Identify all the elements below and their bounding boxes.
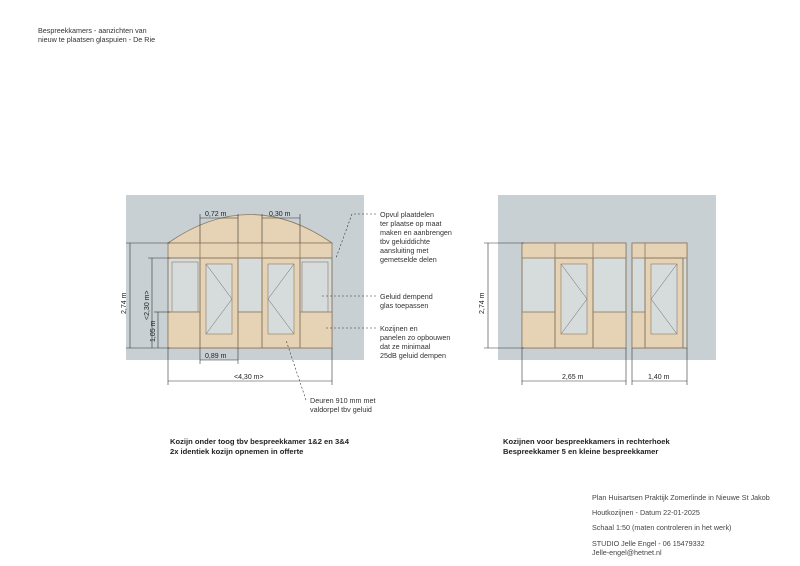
dim-height-total: 2,74 m [121, 292, 128, 314]
dim-right-height: 2,74 m [479, 292, 486, 314]
left-transom [168, 243, 332, 258]
dim-width-total: <4,30 m> [234, 374, 264, 381]
left-side-panel-2 [300, 312, 332, 348]
dim-door-width: 0,89 m [205, 353, 227, 360]
dim-height-panel: 1,05 m [150, 320, 157, 342]
note-opvul: Opvul plaatdelen ter plaatse op maat maken en aanbrengen tbv geluiddichte aansluiting met gemetselde delen [380, 210, 452, 264]
title-email: Jelle-engel@hetnet.nl [592, 548, 662, 557]
caption-right: Kozijnen voor bespreekkamers in rechterhoek Bespreekkamer 5 en kleine bespreekkamer [503, 437, 670, 456]
caption-left: Kozijn onder toog tbv bespreekkamer 1&2 en 3&4 2x identiek kozijn opnemen in offerte [170, 437, 349, 456]
title-subject: Houtkozijnen - Datum 22-01-2025 [592, 508, 700, 517]
title-studio: STUDIO Jelle Engel - 06 15479332 [592, 539, 705, 548]
dim-top-right: 0,30 m [269, 211, 291, 218]
note-glas: Geluid dempend glas toepassen [380, 292, 433, 310]
right-elevation [498, 195, 716, 360]
left-side-panel-1 [168, 312, 200, 348]
title-scale: Schaal 1:50 (maten controleren in het werk) [592, 523, 732, 532]
dim-height-door: <2,30 m> [144, 290, 151, 320]
dim-right-width-b: 1,40 m [648, 374, 670, 381]
dim-top-left: 0,72 m [205, 211, 227, 218]
dim-right-width-a: 2,65 m [562, 374, 584, 381]
sheet-title: Bespreekkamers - aanzichten van nieuw te plaatsen glaspuien - De Rie [38, 26, 156, 44]
note-deuren: Deuren 910 mm met valdorpel tbv geluid [310, 396, 376, 414]
left-elevation [126, 195, 364, 360]
note-kozijnen: Kozijnen en panelen zo opbouwen dat ze minimaal 25dB geluid dempen [380, 324, 451, 360]
title-project: Plan Huisartsen Praktijk Zomerlinde in Nieuwe St Jakob [592, 493, 770, 502]
left-middle-panel [238, 312, 262, 348]
